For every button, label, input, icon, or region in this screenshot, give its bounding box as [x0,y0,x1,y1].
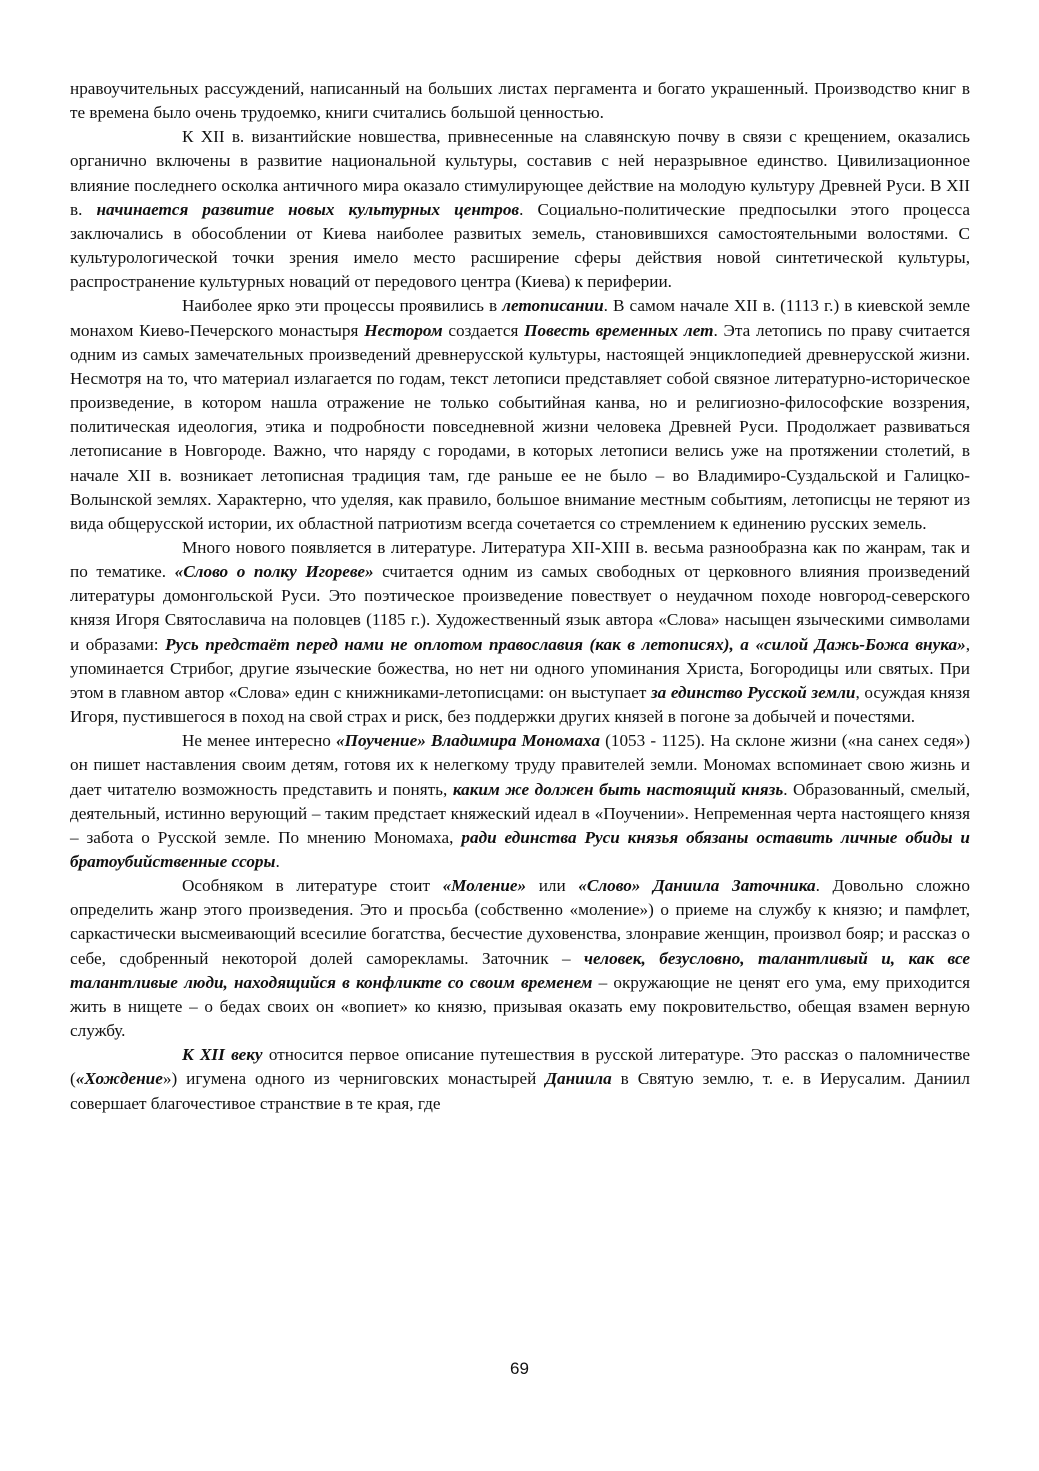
body-text: считается одним из самых свободных от церковного влияния произведений литературы домонгольской Руси. Это поэтическое произведение повествует о неудачном походе новгород-северского князя Игоря Святославича на половцев (1185 г.). Художественный язык автора «Слова» насыщен языческими символами и образами: [70,562,971,654]
emphasis-text: Повесть временных лет [524,320,714,340]
emphasis-text: «Слово» Даниила Заточника [578,876,816,896]
emphasis-text: К XII веку [182,1045,263,1065]
emphasis-text: за единство Русской земли [650,682,856,702]
emphasis-text: ради единства Руси князья обязаны оставить личные обиды и братоубийственные ссоры [70,827,970,871]
paragraph [70,729,970,874]
paragraph [70,294,970,536]
body-text: . Социально-политические предпосылки этого процесса заключались в обособлении от Киева наиболее развитых земель, становившихся самостоятельными волостями. С культурологической точки зрения имело место расширение сферы действия новой синтетической культуры, распространение культурных новаций от передового центра (Киева) к периферии. [70,199,970,292]
body-text: ») игумена одного из черниговских монастырей [162,1069,546,1089]
emphasis-text: летописании [502,296,604,316]
body-text: , упоминается Стрибог, другие языческие божества, но нет ни одного упоминания Христа, Богородицы или святых. При этом в главном автор «Слова» един с книжниками-летописцами: он выступает [70,634,970,702]
paragraph [70,536,970,729]
emphasis-text: начинается развитие новых культурных центров [96,199,520,219]
body-text: . В самом начале XII в. (1113 г.) в киевской земле монахом Киево-Печерского монастыря [70,296,970,340]
body-text: . Эта летопись по праву считается одним из самых замечательных произведений древнерусской культуры, настоящей энциклопедией древнерусской жизни. Несмотря на то, что материал излагается по годам, текст летописи представляет собой связное литературно-историческое произведение, в котором нашла отражение не только событийная канва, но и религиозно-философские воззрения, политическая идеология, этика и подробности повседневной жизни человека Древней Руси. Продолжает развиваться летописание в Новгороде. Важно, что наряду с городами, в которых летописи велись уже на протяжении столетий, в начале XII в. возникает летописная традиция там, где раньше ее не было – во Владимиро-Суздальской и Галицко-Волынской землях. Характерно, что уделяя, как правило, большое внимание местным событиям, летописцы не теряют из вида общерусской истории, их областной патриотизм всегда сочетается со стремлением к единению русских земель. [70,320,970,533]
emphasis-text: «Хождение [75,1069,163,1089]
emphasis-text: Нестором [364,320,443,340]
body-text: . [275,852,280,871]
body-text: относится первое описание путешествия в русской литературе. Это рассказ о паломничестве ( [70,1045,971,1089]
body-text: создается [442,320,525,340]
body-text: в Святую землю, т. е. в Иерусалим. Даниил совершает благочестивое странствие в те края, где [70,1069,970,1113]
emphasis-text: Русь предстаёт перед нами не оплотом православия (как в летописях), а «силой Дажь-Божа внука» [165,634,966,654]
body-text: Много нового появляется в литературе. Литература XII-XIII в. весьма разнообразна как по жанрам, так и по тематике. [70,537,970,582]
body-text: Особняком в литературе стоит [182,876,443,896]
body-text: . Довольно сложно определить жанр этого произведения. Это и просьба (собственно «моление») о приеме на службу к князю; и памфлет, саркастически высмеивающий всесилие богатства, бесчестие духовенства, злонравие женщин, произвол бояр; и рассказ о себе, сдобренный некоторой долей саморекламы. Заточник – [70,876,970,968]
paragraph [70,874,970,1043]
emphasis-text: «Поучение» Владимира Мономаха [336,731,600,751]
body-text: (1053 - 1125). На склоне жизни («на санех седя») он пишет наставления своим детям, готовя их к нелегкому труду правителей земли. Мономах вспоминает свою жизнь и дает читателю возможность представить и понять, [70,731,971,799]
body-text: . Образованный, смелый, деятельный, истинно верующий – таким предстает княжеский идеал в «Поучении». Непременная черта настоящего князя – забота о Русской земле. По мнению Мономаха, [70,779,971,847]
body-text: или [526,876,579,896]
paragraph [70,77,970,125]
emphasis-text: Даниила [545,1069,612,1089]
body-text: , осуждая князя Игоря, пустившегося в поход на свой страх и риск, без поддержки других князей в погоне за добычей и почестями. [70,682,970,727]
body-text: Наиболее ярко эти процессы проявились в [182,296,503,316]
document-body [70,77,970,1116]
body-text: – окружающие не ценят его ума, ему приходится жить в нищете – о бедах своих он «вопиет» ко князю, призывая оказать ему покровительство, обещая взамен верную службу. [70,972,970,1041]
emphasis-text: человек, безусловно, талантливый и, как все талантливые люди, находящийся в конфликте со своим временем [70,948,970,992]
body-text: Не менее интересно [182,731,336,751]
body-text: К XII в. византийские новшества, привнесенные на славянскую почву в связи с крещением, оказались органично включены в развитие национальной культуры, составив с ней неразрывное единство. Цивилизационное влияние последнего осколка античного мира оказало стимулирующее действие на молодую культуру Древней Руси. В XII в. [70,127,970,219]
paragraph [70,1043,970,1115]
page-number: 69 [510,1359,529,1378]
emphasis-text: «Слово о полку Игореве» [174,562,374,582]
paragraph [70,125,970,294]
emphasis-text: «Моление» [442,876,527,896]
body-text: нравоучительных рассуждений, написанный на больших листах пергамента и богато украшенный. Производство книг в те времена было очень трудоемко, книги считались большой ценностью. [70,79,970,123]
emphasis-text: каким же должен быть настоящий князь [452,779,784,799]
